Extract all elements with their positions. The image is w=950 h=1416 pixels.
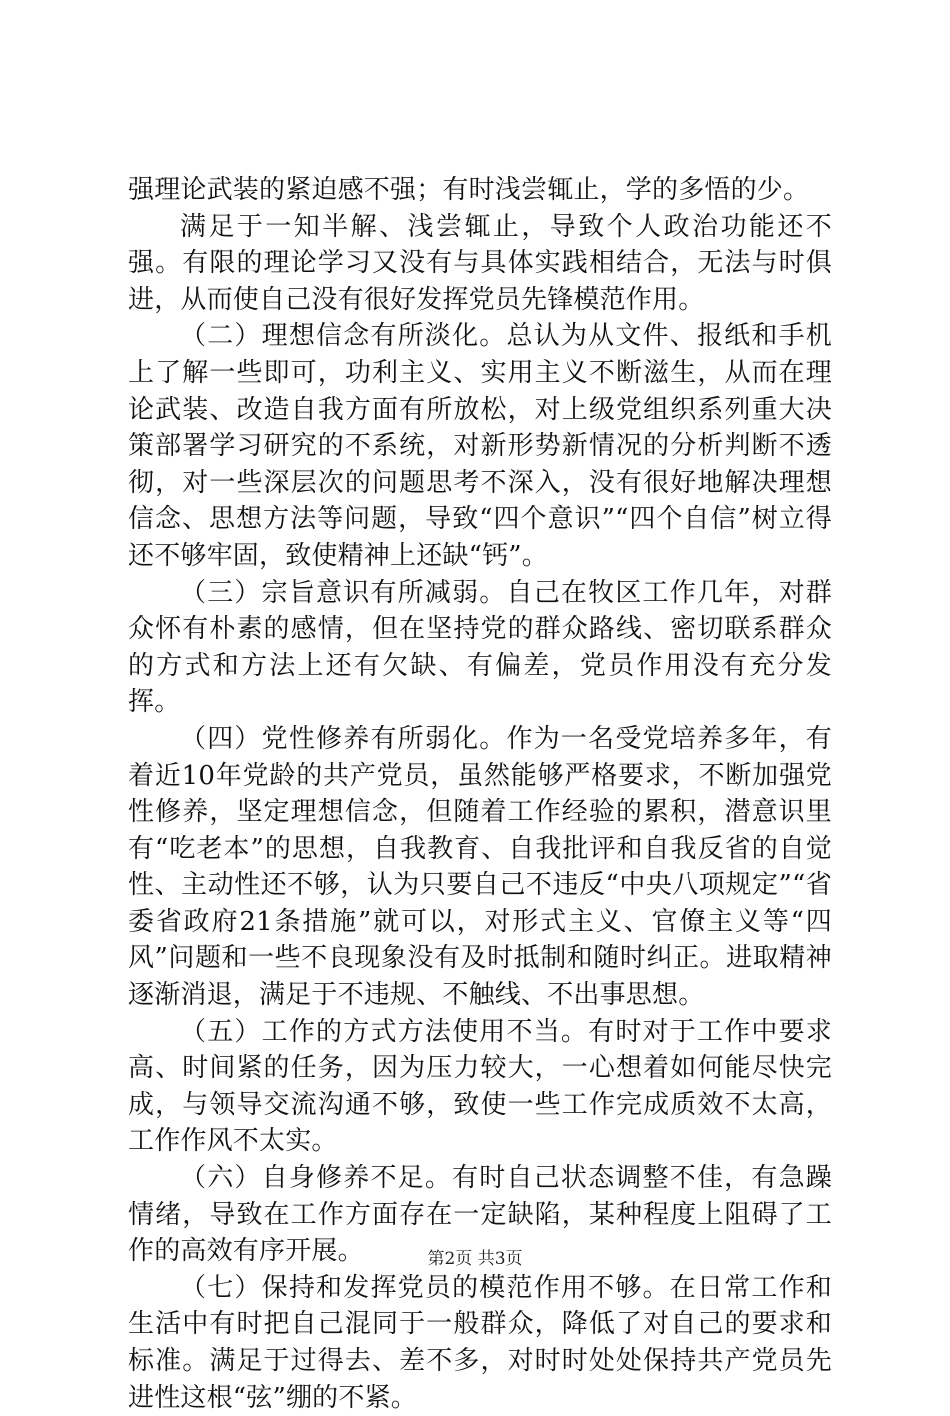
paragraph-3: （二）理想信念有所淡化。总认为从文件、报纸和手机上了解一些即可，功利主义、实用主义不断滋生，从而在理论武装、改造自我方面有所放松，对上级党组织系列重大决策部署学习研究的不系统，对新形势新情况的分析判断不透彻，对一些深层次的问题思考不深入，没有很好地解决理想信念、思想方法等问题，导致“四个意识”“四个自信”树立得还不够牢固，致使精神上还缺“钙”。 [128,321,832,571]
paragraph-6: （五）工作的方式方法使用不当。有时对于工作中要求高、时间紧的任务，因为压力较大，一心想着如何能尽快完成，与领导交流沟通不够，致使一些工作完成质效不太高，工作作风不太实。 [128,1016,832,1157]
paragraph-7: （六）自身修养不足。有时自己状态调整不佳，有急躁情绪，导致在工作方面存在一定缺陷，某种程度上阻碍了工作的高效有序开展。 [128,1163,832,1267]
paragraph-1: 强理论武装的紧迫感不强；有时浅尝辄止，学的多悟的少。 [128,175,810,205]
paragraph-2: 满足于一知半解、浅尝辄止，导致个人政治功能还不强。有限的理论学习又没有与具体实践相结合，无法与时俱进，从而使自己没有很好发挥党员先锋模范作用。 [128,211,832,315]
paragraph-8: （七）保持和发挥党员的模范作用不够。在日常工作和生活中有时把自己混同于一般群众，降低了对自己的要求和标准。满足于过得去、差不多，对时时处处保持共产党员先进性这根“弦”绷的不紧。 [128,1272,832,1413]
page-number-footer: 第2页 共3页 [427,1249,523,1269]
paragraph-5: （四）党性修养有所弱化。作为一名受党培养多年，有着近10年党龄的共产党员，虽然能够严格要求，不断加强党性修养，坚定理想信念，但随着工作经验的累积，潜意识里有“吃老本”的思想，自我教育、自我批评和自我反省的自觉性、主动性还不够，认为只要自己不违反“中央八项规定”“省委省政府21条措施”就可以，对形式主义、官僚主义等“四风”问题和一些不良现象没有及时抵制和随时纠正。进取精神逐渐消退，满足于不违规、不触线、不出事思想。 [128,723,832,1011]
document-body [128,172,832,1416]
paragraph-4: （三）宗旨意识有所减弱。自己在牧区工作几年，对群众怀有朴素的感情，但在坚持党的群众路线、密切联系群众的方式和方法上还有欠缺、有偏差，党员作用没有充分发挥。 [128,577,832,718]
